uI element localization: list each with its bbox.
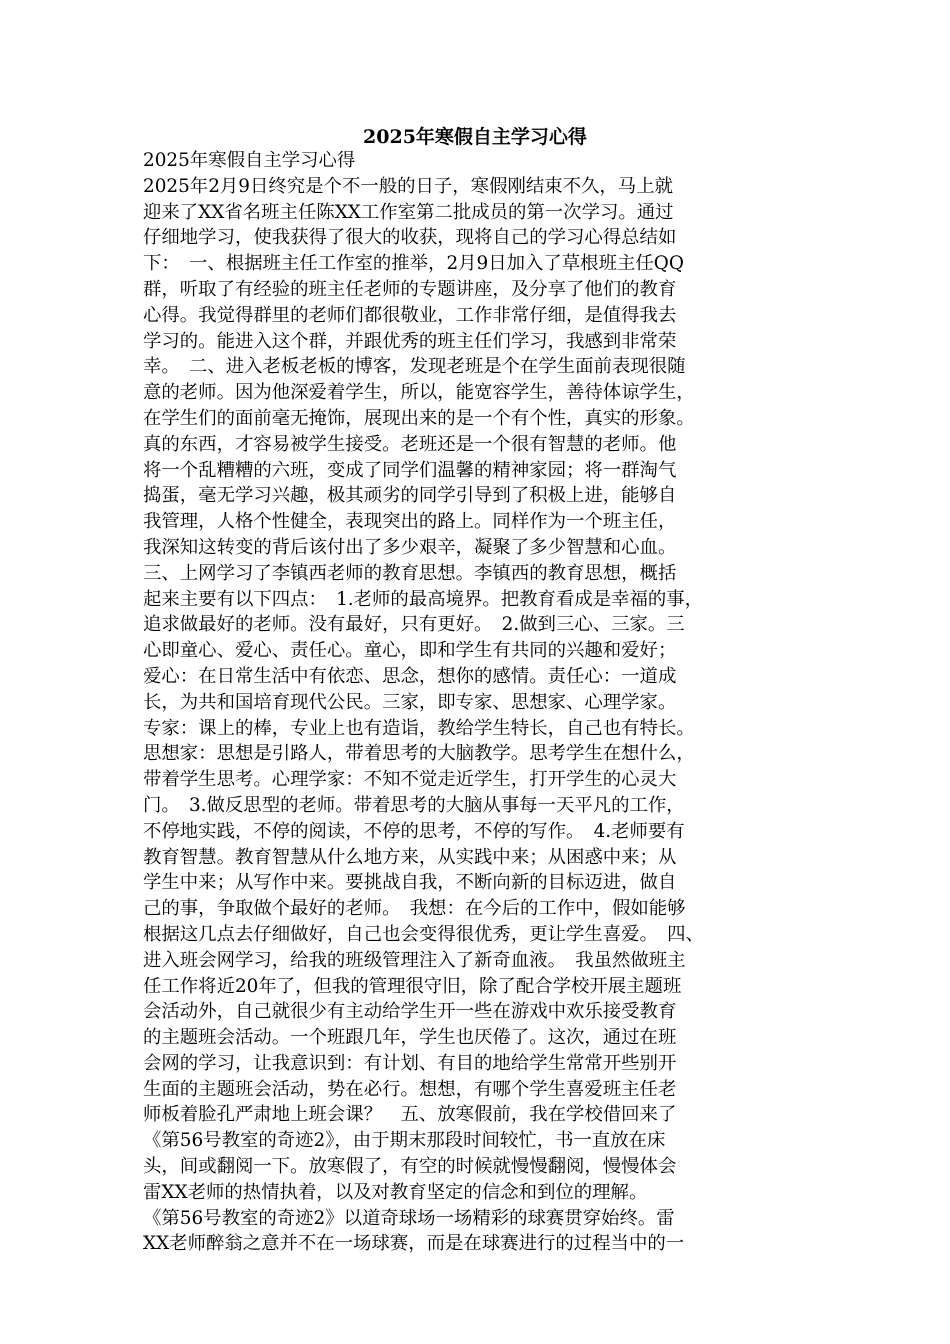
text-line: 幸。 二、进入老板老板的博客，发现老班是个在学生面前表现很随 xyxy=(143,356,686,378)
text-line: 在学生们的面前毫无掩饰，展现出来的是一个有个性，真实的形象。 xyxy=(143,407,695,429)
text-line: 意的老师。因为他深爱着学生，所以，能宽容学生，善待体谅学生， xyxy=(143,382,695,404)
text-line: 会网的学习，让我意识到：有计划、有目的地给学生常常开些别开 xyxy=(143,1052,677,1074)
text-line: 教育智慧。教育智慧从什么地方来，从实践中来；从困惑中来；从 xyxy=(143,846,677,868)
text-line: 专家：课上的棒，专业上也有造诣，教给学生特长，自己也有特长。 xyxy=(143,717,695,739)
text-line: 会活动外，自己就很少有主动给学生开一些在游戏中欢乐接受教育 xyxy=(143,1001,677,1023)
document-subtitle: 2025年寒假自主学习心得 xyxy=(143,150,356,171)
text-line: 追求做最好的老师。没有最好，只有更好。 2.做到三心、三家。三 xyxy=(143,614,685,636)
text-line: 下： 一、根据班主任工作室的推举，2月9日加入了草根班主任QQ xyxy=(143,253,684,275)
text-line: 的主题班会活动。一个班跟几年，学生也厌倦了。这次，通过在班 xyxy=(143,1027,677,1049)
text-line: 捣蛋，毫无学习兴趣，极其顽劣的同学引导到了积极上进，能够自 xyxy=(143,485,677,507)
text-line: 将一个乱糟糟的六班，变成了同学们温馨的精神家园；将一群淘气 xyxy=(143,459,677,481)
text-line: 学生中来；从写作中来。要挑战自我，不断向新的目标迈进，做自 xyxy=(143,872,677,894)
text-line: 己的事，争取做个最好的老师。 我想：在今后的工作中，假如能够 xyxy=(143,898,686,920)
text-line: 心得。我觉得群里的老师们都很敬业，工作非常仔细，是值得我去 xyxy=(143,304,677,326)
text-line: 《第56号教室的奇迹2》以道奇球场一场精彩的球赛贯穿始终。雷 xyxy=(143,1207,675,1229)
text-line: XX老师醉翁之意并不在一场球赛，而是在球赛进行的过程当中的一 xyxy=(143,1233,685,1255)
text-line: 雷XX老师的热情执着，以及对教育坚定的信念和到位的理解。 xyxy=(143,1181,648,1203)
text-line: 进入班会网学习，给我的班级管理注入了新奇血液。 我虽然做班主 xyxy=(143,949,686,971)
text-line: 三、上网学习了李镇西老师的教育思想。李镇西的教育思想，概括 xyxy=(143,562,677,584)
text-line: 长，为共和国培育现代公民。三家，即专家、思想家、心理学家。 xyxy=(143,691,677,713)
text-line: 真的东西，才容易被学生接受。老班还是一个很有智慧的老师。他 xyxy=(143,433,677,455)
text-line: 仔细地学习，使我获得了很大的收获，现将自己的学习心得总结如 xyxy=(143,227,677,249)
text-line: 门。 3.做反思型的老师。带着思考的大脑从事每一天平凡的工作， xyxy=(143,794,685,816)
text-line: 起来主要有以下四点： 1.老师的最高境界。把教育看成是幸福的事， xyxy=(143,588,704,610)
text-line: 心即童心、爱心、责任心。童心，即和学生有共同的兴趣和爱好； xyxy=(143,640,677,662)
text-line: 生面的主题班会活动，势在必行。想想，有哪个学生喜爱班主任老 xyxy=(143,1078,677,1100)
text-line: 2025年2月9日终究是个不一般的日子，寒假刚结束不久，马上就 xyxy=(143,175,673,197)
text-line: 爱心：在日常生活中有依恋、思念，想你的感情。责任心：一道成 xyxy=(143,665,677,687)
text-line: 思想家：思想是引路人，带着思考的大脑教学。思考学生在想什么， xyxy=(143,743,695,765)
document-title: 2025年寒假自主学习心得 xyxy=(363,126,587,148)
text-line: 我管理，人格个性健全，表现突出的路上。同样作为一个班主任， xyxy=(143,511,677,533)
text-line: 群，听取了有经验的班主任老师的专题讲座，及分享了他们的教育 xyxy=(143,278,677,300)
text-line: 任工作将近20年了，但我的管理很守旧，除了配合学校开展主题班 xyxy=(143,975,682,997)
text-line: 我深知这转变的背后该付出了多少艰辛，凝聚了多少智慧和心血。 xyxy=(143,536,677,558)
text-line: 迎来了XX省名班主任陈XX工作室第二批成员的第一次学习。通过 xyxy=(143,201,674,223)
document-body xyxy=(143,148,813,1257)
text-line: 不停地实践，不停的阅读，不停的思考，不停的写作。 4.老师要有 xyxy=(143,820,685,842)
text-line: 师板着脸孔严肃地上班会课？ 五、放寒假前，我在学校借回来了 xyxy=(143,1104,677,1126)
text-line: 根据这几点去仔细做好，自己也会变得很优秀，更让学生喜爱。 四、 xyxy=(143,923,704,945)
text-line: 《第56号教室的奇迹2》，由于期末那段时间较忙，书一直放在床 xyxy=(143,1130,666,1152)
text-line: 学习的。能进入这个群，并跟优秀的班主任们学习，我感到非常荣 xyxy=(143,330,677,352)
text-line: 头，间或翻阅一下。放寒假了，有空的时候就慢慢翻阅，慢慢体会 xyxy=(143,1156,677,1178)
text-line: 带着学生思考。心理学家：不知不觉走近学生，打开学生的心灵大 xyxy=(143,769,677,791)
